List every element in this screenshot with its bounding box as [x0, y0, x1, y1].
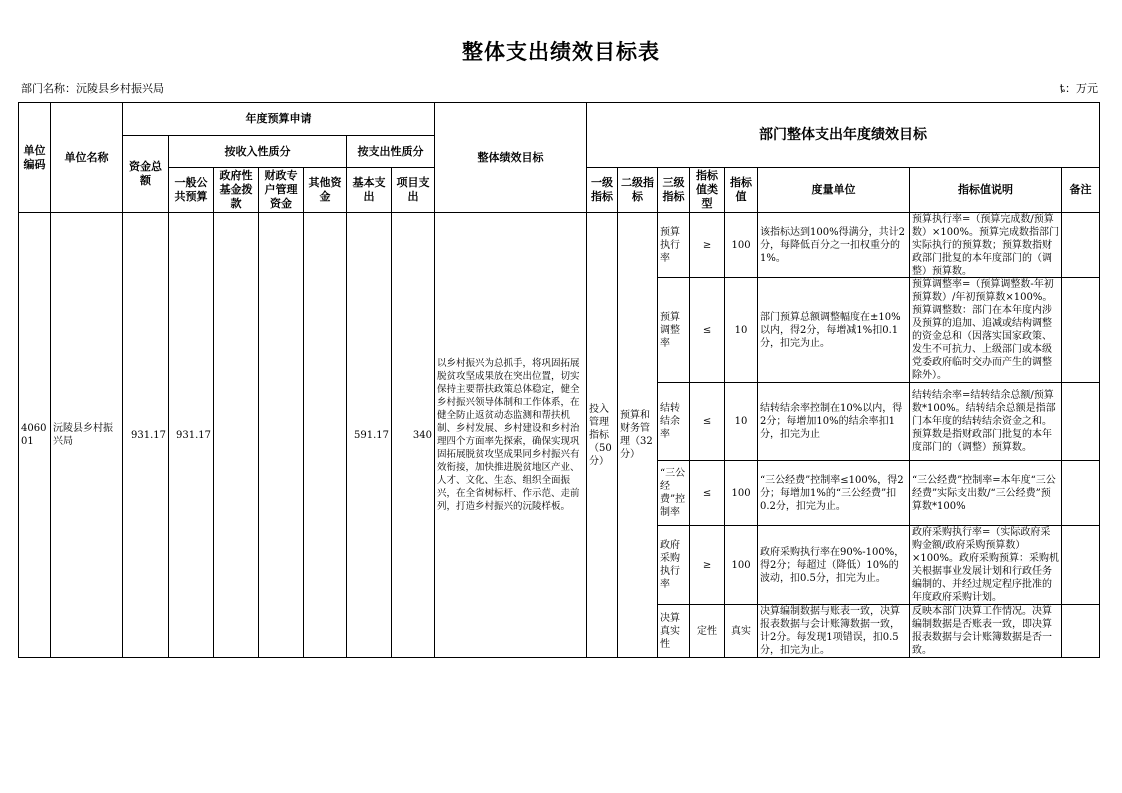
header-by-income: 按收入性质分 — [169, 136, 347, 168]
cell-general-budget: 931.17 — [169, 213, 214, 658]
cell-level3: 结转结余率 — [658, 383, 690, 461]
header-total-funds: 资金总额 — [123, 136, 169, 213]
cell-desc — [910, 605, 1062, 658]
measure-text: “三公经费”控制率≤100%，得2分；每增加1%的“三公经费”扣0.2分，扣完为止。 — [760, 474, 904, 512]
cell-unit-code: 406001 — [19, 213, 51, 658]
measure-text: 政府采购执行率在90%-100%，得2分；每超过（降低）10%的波动，扣0.5分，扣完为止。 — [760, 546, 905, 584]
desc-text: “三公经费”控制率=本年度“三公经费”实际支出数/“三公经费”预算数*100% — [912, 474, 1056, 512]
header-remark: 备注 — [1062, 168, 1100, 213]
header-annual-budget: 年度预算申请 — [123, 103, 435, 136]
header-level2: 二级指标 — [618, 168, 658, 213]
cell-desc — [910, 383, 1062, 461]
cell-remark — [1062, 605, 1100, 658]
cell-fiscal-special — [259, 213, 304, 658]
cell-basic-exp: 591.17 — [347, 213, 392, 658]
cell-remark — [1062, 526, 1100, 605]
cell-level3: 决算真实性 — [658, 605, 690, 658]
cell-level3: 政府采购执行率 — [658, 526, 690, 605]
desc-text: 反映本部门决算工作情况。决算编制数据是否账表一致，即决算报表数据与会计账簿数据是否一致。 — [912, 606, 1053, 656]
desc-text: 政府采购执行率=（实际政府采购金额/政府采购预算数）×100%。政府采购预算：采购机关根据事业发展计划和行政任务编制的、并经过规定程序批准的年度政府采购计划。 — [912, 527, 1059, 603]
header-gov-fund: 政府性基金拨款 — [214, 168, 259, 213]
cell-ind-value: 100 — [725, 526, 758, 605]
header-general-budget: 一般公共预算 — [169, 168, 214, 213]
measure-text: 部门预算总额调整幅度在±10%以内，得2分，每增减1%扣0.1分，扣完为止。 — [760, 311, 901, 349]
cell-measure — [758, 605, 910, 658]
cell-measure — [758, 461, 910, 526]
cell-remark — [1062, 213, 1100, 278]
page-title: 整体支出绩效目标表 — [462, 40, 660, 64]
desc-text: 预算执行率=（预算完成数/预算数）×100%。预算完成数指部门实际执行的预算数；预算数指财政部门批复的本年度部门的（调整）预算数。 — [912, 214, 1059, 277]
header-unit-name: 单位名称 — [51, 103, 123, 213]
cell-overall-goal: 以乡村振兴为总抓手，将巩固拓展脱贫攻坚成果放在突出位置，切实保持主要帮扶政策总体稳定，健全乡村振兴领导体制和工作体系，在健全防止返贫动态监测和帮扶机制、乡村发展、乡村建设和乡村治理四个方面率先探索，确保实现巩固拓展脱贫攻坚成果同乡村振兴有效衔接，加快推进脱贫地区产业、人才、文化、生态、组织全面振兴，在全省树标杆、作示范、走前列，打造乡村振兴的沅陵样板。 — [435, 213, 587, 658]
cell-ind-value: 10 — [725, 383, 758, 461]
cell-remark — [1062, 278, 1100, 383]
cell-level3: 预算调整率 — [658, 278, 690, 383]
measure-text: 结转结余率控制在10%以内，得2分；每增加10%的结余率扣1分，扣完为止 — [760, 403, 903, 440]
desc-text: 结转结余率=结转结余总额/预算数*100%。结转结余总额是指部门本年度的结转结余资金之和。预算数是指财政部门批复的本年度部门的（调整）预算数。 — [912, 390, 1056, 453]
cell-measure — [758, 526, 910, 605]
cell-project-exp: 340 — [392, 213, 435, 658]
cell-level2: 预算和财务管理（32分） — [618, 213, 658, 658]
cell-ind-value: 100 — [725, 461, 758, 526]
header-dept-goal: 部门整体支出年度绩效目标 — [587, 103, 1100, 168]
header-unit-code: 单位编码 — [19, 103, 51, 213]
cell-desc — [910, 278, 1062, 383]
cell-ind-type: ≤ — [690, 278, 725, 383]
cell-measure — [758, 278, 910, 383]
header-other-funds: 其他资金 — [304, 168, 347, 213]
cell-level3: 预算执行率 — [658, 213, 690, 278]
cell-measure — [758, 383, 910, 461]
cell-level3: “三公经费”控制率 — [658, 461, 690, 526]
cell-ind-type: ≥ — [690, 526, 725, 605]
measure-text: 该指标达到100%得满分，共计2分，每降低百分之一扣权重分的1%。 — [760, 226, 905, 264]
cell-remark — [1062, 383, 1100, 461]
cell-ind-type: ≤ — [690, 383, 725, 461]
cell-ind-type: 定性 — [690, 605, 725, 658]
cell-desc — [910, 213, 1062, 278]
table-row — [19, 213, 1100, 278]
header-fiscal-special: 财政专户管理资金 — [259, 168, 304, 213]
cell-ind-value: 100 — [725, 213, 758, 278]
header-measure-unit: 度量单位 — [758, 168, 910, 213]
cell-unit-name: 沅陵县乡村振兴局 — [51, 213, 123, 658]
header-overall-goal: 整体绩效目标 — [435, 103, 587, 213]
currency-unit: ȶ：万元 — [1059, 82, 1098, 95]
header-project-exp: 项目支出 — [392, 168, 435, 213]
header-basic-exp: 基本支出 — [347, 168, 392, 213]
header-ind-value: 指标值 — [725, 168, 758, 213]
header-by-expense: 按支出性质分 — [347, 136, 435, 168]
cell-measure — [758, 213, 910, 278]
cell-desc — [910, 461, 1062, 526]
header-level1: 一级指标 — [587, 168, 618, 213]
header-ind-type: 指标值类型 — [690, 168, 725, 213]
cell-level1: 投入管理指标（50分） — [587, 213, 618, 658]
cell-gov-fund — [214, 213, 259, 658]
header-ind-desc: 指标值说明 — [910, 168, 1062, 213]
header-level3: 三级指标 — [658, 168, 690, 213]
performance-table — [18, 102, 1100, 658]
cell-ind-value: 10 — [725, 278, 758, 383]
measure-text: 决算编制数据与账表一致，决算报表数据与会计账簿数据一致，计2分。每发现1项错误，扣0.5分，扣完为止。 — [760, 606, 901, 656]
desc-text: 预算调整率=（预算调整数-年初预算数）/年初预算数×100%。预算调整数：部门在本年度内涉及预算的追加、追减或结构调整的资金总和（因落实国家政策、发生不可抗力、上级部门或本级党委政府临时交办而产生的调整除外）。 — [912, 279, 1054, 381]
cell-ind-type: ≥ — [690, 213, 725, 278]
cell-ind-value: 真实 — [725, 605, 758, 658]
department-name: 部门名称：沅陵县乡村振兴局 — [21, 82, 164, 95]
cell-total-funds: 931.17 — [123, 213, 169, 658]
cell-desc — [910, 526, 1062, 605]
cell-other-funds — [304, 213, 347, 658]
cell-ind-type: ≤ — [690, 461, 725, 526]
cell-remark — [1062, 461, 1100, 526]
